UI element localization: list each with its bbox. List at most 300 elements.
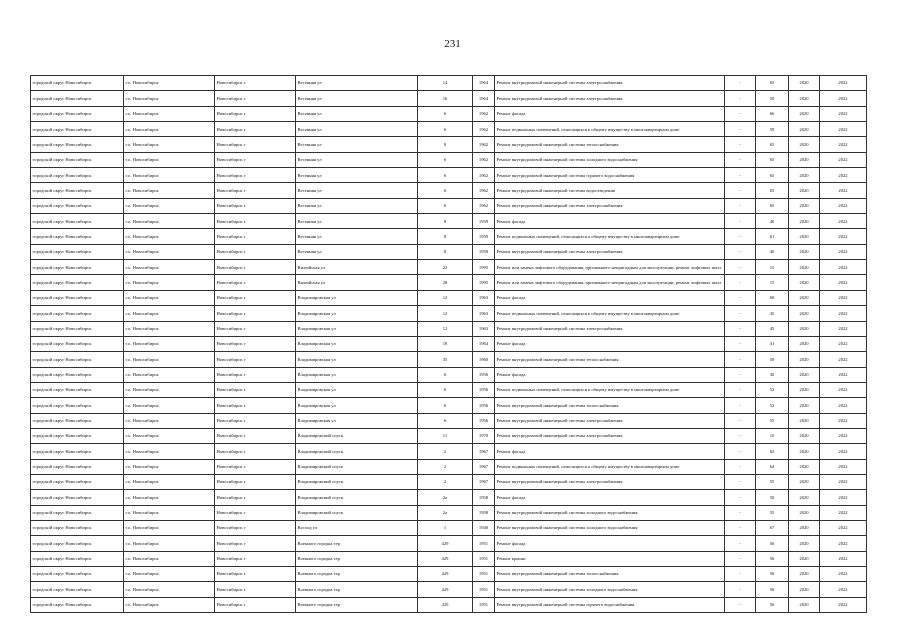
cell-blank-col: - (725, 244, 756, 259)
cell-city: Новосибирск г (215, 76, 296, 91)
cell-year-end: 2022 (820, 551, 867, 566)
cell-blank-col: - (725, 567, 756, 582)
cell-house-number: 18 (418, 336, 473, 351)
cell-municipality: городской округ Новосибирск (31, 275, 124, 290)
cell-work-type: Ремонт фасада (495, 490, 725, 505)
cell-year-built: 1956 (473, 398, 495, 413)
cell-city: Новосибирск г (215, 321, 296, 336)
cell-municipality: городской округ Новосибирск (31, 336, 124, 351)
cell-work-type: Ремонт внутридомовой инженерной системы теплоснабжения (495, 137, 725, 152)
cell-value: 65 (756, 76, 789, 91)
cell-district: г.о. Новосибирск (124, 106, 215, 121)
cell-year-start: 2020 (789, 229, 820, 244)
table-row (31, 229, 867, 244)
cell-value: 40 (756, 214, 789, 229)
cell-value: 65 (756, 198, 789, 213)
cell-work-type: Ремонт внутридомовой инженерной системы горячего водоснабжения (495, 597, 725, 612)
cell-street: Весенняя ул (296, 152, 418, 167)
cell-district: г.о. Новосибирск (124, 536, 215, 551)
cell-year-built: 1995 (473, 275, 495, 290)
cell-year-built: 1964 (473, 76, 495, 91)
cell-street: Вилюйская ул (296, 260, 418, 275)
cell-district: г.о. Новосибирск (124, 321, 215, 336)
cell-municipality: городской округ Новосибирск (31, 152, 124, 167)
cell-house-number: 6 (418, 367, 473, 382)
cell-value: 65 (756, 137, 789, 152)
cell-work-type: Ремонт внутридомовой инженерной системы холодного водоснабжения (495, 520, 725, 535)
table-row (31, 551, 867, 566)
cell-blank-col: - (725, 551, 756, 566)
cell-value: 40 (756, 244, 789, 259)
cell-street: Владимировская ул (296, 398, 418, 413)
cell-year-end: 2022 (820, 306, 867, 321)
cell-value: 30 (756, 367, 789, 382)
cell-municipality: городской округ Новосибирск (31, 582, 124, 597)
cell-year-built: 1964 (473, 91, 495, 106)
cell-street: Военного городка тер (296, 536, 418, 551)
cell-city: Новосибирск г (215, 474, 296, 489)
cell-street: Владимировский спуск (296, 490, 418, 505)
table-row (31, 198, 867, 213)
table-row (31, 567, 867, 582)
cell-year-built: 1967 (473, 444, 495, 459)
cell-municipality: городской округ Новосибирск (31, 520, 124, 535)
cell-street: Военного городка тер (296, 551, 418, 566)
cell-blank-col: - (725, 382, 756, 397)
cell-district: г.о. Новосибирск (124, 352, 215, 367)
cell-blank-col: - (725, 91, 756, 106)
cell-year-end: 2022 (820, 567, 867, 582)
cell-street: Владимировская ул (296, 367, 418, 382)
cell-year-end: 2022 (820, 382, 867, 397)
cell-value: 52 (756, 382, 789, 397)
cell-street: Весенняя ул (296, 198, 418, 213)
cell-work-type: Ремонт фасада (495, 367, 725, 382)
cell-year-built: 1956 (473, 367, 495, 382)
cell-year-start: 2020 (789, 490, 820, 505)
cell-year-built: 1940 (473, 520, 495, 535)
cell-year-start: 2020 (789, 214, 820, 229)
cell-work-type: Ремонт внутридомовой инженерной системы теплоснабжения (495, 352, 725, 367)
cell-work-type: Ремонт крыши (495, 551, 725, 566)
table-row (31, 505, 867, 520)
table-row (31, 367, 867, 382)
cell-blank-col: - (725, 122, 756, 137)
cell-work-type: Ремонт подвальных помещений, относящихся к общему имуществу в многоквартирном доме (495, 229, 725, 244)
table-row (31, 474, 867, 489)
cell-year-start: 2020 (789, 352, 820, 367)
cell-year-end: 2022 (820, 336, 867, 351)
cell-value: 50 (756, 490, 789, 505)
cell-municipality: городской округ Новосибирск (31, 382, 124, 397)
cell-work-type: Ремонт фасада (495, 336, 725, 351)
cell-city: Новосибирск г (215, 152, 296, 167)
cell-house-number: 8 (418, 214, 473, 229)
cell-year-built: 1962 (473, 183, 495, 198)
cell-municipality: городской округ Новосибирск (31, 367, 124, 382)
cell-district: г.о. Новосибирск (124, 428, 215, 443)
cell-year-built: 1951 (473, 582, 495, 597)
cell-street: Весенняя ул (296, 168, 418, 183)
cell-year-built: 1964 (473, 336, 495, 351)
cell-house-number: 22 (418, 260, 473, 275)
cell-year-start: 2020 (789, 413, 820, 428)
cell-work-type: Ремонт или замена лифтового оборудования, признанного непригодным для эксплуатации, ремонт лифтовых шахт (495, 260, 725, 275)
cell-year-start: 2020 (789, 290, 820, 305)
cell-district: г.о. Новосибирск (124, 198, 215, 213)
cell-house-number: 2 (418, 459, 473, 474)
cell-blank-col: - (725, 198, 756, 213)
cell-year-end: 2022 (820, 91, 867, 106)
cell-city: Новосибирск г (215, 352, 296, 367)
cell-year-end: 2022 (820, 428, 867, 443)
cell-year-start: 2020 (789, 76, 820, 91)
table-row (31, 244, 867, 259)
table-row (31, 321, 867, 336)
cell-value: 45 (756, 321, 789, 336)
cell-blank-col: - (725, 137, 756, 152)
cell-year-start: 2020 (789, 321, 820, 336)
cell-year-start: 2020 (789, 398, 820, 413)
cell-house-number: 8 (418, 229, 473, 244)
cell-work-type: Ремонт подвальных помещений, относящихся к общему имуществу в многоквартирном доме (495, 459, 725, 474)
cell-district: г.о. Новосибирск (124, 152, 215, 167)
cell-value: 67 (756, 520, 789, 535)
cell-year-start: 2020 (789, 122, 820, 137)
cell-value: 41 (756, 336, 789, 351)
cell-house-number: 8 (418, 137, 473, 152)
cell-city: Новосибирск г (215, 336, 296, 351)
cell-work-type: Ремонт внутридомовой инженерной системы электроснабжения (495, 76, 725, 91)
cell-work-type: Ремонт фасада (495, 536, 725, 551)
cell-year-start: 2020 (789, 168, 820, 183)
cell-work-type: Ремонт внутридомовой инженерной системы горячего водоснабжения (495, 168, 725, 183)
cell-city: Новосибирск г (215, 536, 296, 551)
cell-work-type: Ремонт внутридомовой инженерной системы электроснабжения (495, 474, 725, 489)
cell-year-end: 2022 (820, 122, 867, 137)
cell-year-built: 1963 (473, 290, 495, 305)
cell-house-number: 16 (418, 91, 473, 106)
cell-year-start: 2020 (789, 183, 820, 198)
cell-house-number: 1 (418, 520, 473, 535)
cell-street: Весенняя ул (296, 137, 418, 152)
cell-year-end: 2022 (820, 459, 867, 474)
table-row (31, 597, 867, 612)
cell-year-end: 2022 (820, 352, 867, 367)
cell-municipality: городской округ Новосибирск (31, 198, 124, 213)
cell-street: Владимировская ул (296, 382, 418, 397)
cell-district: г.о. Новосибирск (124, 336, 215, 351)
table-row (31, 582, 867, 597)
table-row (31, 152, 867, 167)
cell-city: Новосибирск г (215, 459, 296, 474)
cell-district: г.о. Новосибирск (124, 137, 215, 152)
cell-work-type: Ремонт подвальных помещений, относящихся к общему имуществу в многоквартирном доме (495, 382, 725, 397)
table-row (31, 428, 867, 443)
cell-house-number: 11 (418, 428, 473, 443)
cell-municipality: городской округ Новосибирск (31, 551, 124, 566)
cell-year-built: 1962 (473, 198, 495, 213)
capital-repair-table (30, 75, 867, 613)
cell-city: Новосибирск г (215, 122, 296, 137)
cell-year-end: 2022 (820, 413, 867, 428)
cell-year-end: 2022 (820, 152, 867, 167)
cell-year-start: 2020 (789, 444, 820, 459)
cell-house-number: 429 (418, 582, 473, 597)
cell-municipality: городской округ Новосибирск (31, 122, 124, 137)
cell-street: Военного городка тер (296, 567, 418, 582)
cell-house-number: 12 (418, 321, 473, 336)
cell-year-start: 2020 (789, 428, 820, 443)
table-row (31, 91, 867, 106)
cell-municipality: городской округ Новосибирск (31, 597, 124, 612)
cell-work-type: Ремонт внутридомовой инженерной системы водоотведения (495, 183, 725, 198)
cell-year-built: 1959 (473, 244, 495, 259)
cell-municipality: городской округ Новосибирск (31, 244, 124, 259)
cell-house-number: 2а (418, 490, 473, 505)
cell-value: 56 (756, 567, 789, 582)
cell-value: 59 (756, 122, 789, 137)
cell-blank-col: - (725, 428, 756, 443)
table-row (31, 306, 867, 321)
cell-blank-col: - (725, 520, 756, 535)
cell-year-end: 2022 (820, 321, 867, 336)
cell-city: Новосибирск г (215, 183, 296, 198)
cell-street: Весенняя ул (296, 214, 418, 229)
table-row (31, 106, 867, 121)
cell-street: Военного городка тер (296, 597, 418, 612)
cell-year-start: 2020 (789, 152, 820, 167)
cell-house-number: 8 (418, 244, 473, 259)
cell-year-built: 1962 (473, 152, 495, 167)
cell-district: г.о. Новосибирск (124, 444, 215, 459)
cell-district: г.о. Новосибирск (124, 260, 215, 275)
cell-year-start: 2020 (789, 567, 820, 582)
cell-blank-col: - (725, 260, 756, 275)
cell-value: 56 (756, 551, 789, 566)
cell-blank-col: - (725, 459, 756, 474)
cell-year-start: 2020 (789, 244, 820, 259)
cell-street: Владимировская ул (296, 336, 418, 351)
cell-district: г.о. Новосибирск (124, 551, 215, 566)
table-row (31, 290, 867, 305)
cell-year-built: 1951 (473, 597, 495, 612)
cell-work-type: Ремонт фасада (495, 290, 725, 305)
cell-year-built: 1995 (473, 260, 495, 275)
cell-value: 60 (756, 290, 789, 305)
cell-year-built: 1962 (473, 122, 495, 137)
cell-street: Владимировская ул (296, 306, 418, 321)
cell-year-built: 1962 (473, 106, 495, 121)
cell-district: г.о. Новосибирск (124, 597, 215, 612)
cell-district: г.о. Новосибирск (124, 382, 215, 397)
cell-city: Новосибирск г (215, 91, 296, 106)
cell-year-built: 1956 (473, 382, 495, 397)
cell-blank-col: - (725, 76, 756, 91)
cell-district: г.о. Новосибирск (124, 459, 215, 474)
cell-municipality: городской округ Новосибирск (31, 474, 124, 489)
cell-value: 10 (756, 428, 789, 443)
cell-city: Новосибирск г (215, 490, 296, 505)
cell-city: Новосибирск г (215, 229, 296, 244)
cell-year-start: 2020 (789, 91, 820, 106)
cell-work-type: Ремонт внутридомовой инженерной системы электроснабжения (495, 91, 725, 106)
cell-city: Новосибирск г (215, 244, 296, 259)
cell-blank-col: - (725, 336, 756, 351)
table-row (31, 382, 867, 397)
cell-value: 65 (756, 183, 789, 198)
cell-year-start: 2020 (789, 382, 820, 397)
cell-year-start: 2020 (789, 336, 820, 351)
cell-work-type: Ремонт фасада (495, 106, 725, 121)
cell-blank-col: - (725, 275, 756, 290)
table-row (31, 398, 867, 413)
cell-house-number: 2а (418, 505, 473, 520)
cell-municipality: городской округ Новосибирск (31, 229, 124, 244)
cell-value: 65 (756, 168, 789, 183)
cell-house-number: 6 (418, 152, 473, 167)
cell-house-number: 28 (418, 275, 473, 290)
cell-work-type: Ремонт внутридомовой инженерной системы теплоснабжения (495, 398, 725, 413)
cell-year-start: 2020 (789, 106, 820, 121)
table-row (31, 275, 867, 290)
table-row (31, 137, 867, 152)
cell-year-start: 2020 (789, 306, 820, 321)
cell-blank-col: - (725, 367, 756, 382)
cell-district: г.о. Новосибирск (124, 398, 215, 413)
cell-district: г.о. Новосибирск (124, 168, 215, 183)
cell-year-start: 2020 (789, 137, 820, 152)
cell-value: 61 (756, 229, 789, 244)
cell-blank-col: - (725, 398, 756, 413)
cell-blank-col: - (725, 413, 756, 428)
cell-city: Новосибирск г (215, 260, 296, 275)
cell-value: 65 (756, 444, 789, 459)
cell-city: Новосибирск г (215, 382, 296, 397)
cell-district: г.о. Новосибирск (124, 582, 215, 597)
cell-year-end: 2022 (820, 106, 867, 121)
cell-street: Весенняя ул (296, 229, 418, 244)
cell-blank-col: - (725, 444, 756, 459)
cell-house-number: 6 (418, 183, 473, 198)
cell-street: Владимировская ул (296, 413, 418, 428)
cell-city: Новосибирск г (215, 428, 296, 443)
cell-district: г.о. Новосибирск (124, 183, 215, 198)
cell-work-type: Ремонт внутридомовой инженерной системы электроснабжения (495, 413, 725, 428)
cell-year-end: 2022 (820, 229, 867, 244)
cell-house-number: 35 (418, 352, 473, 367)
cell-district: г.о. Новосибирск (124, 567, 215, 582)
cell-street: Весенняя ул (296, 76, 418, 91)
cell-street: Весенняя ул (296, 106, 418, 121)
cell-year-built: 1951 (473, 551, 495, 566)
cell-year-built: 1967 (473, 474, 495, 489)
cell-municipality: городской округ Новосибирск (31, 321, 124, 336)
cell-value: 50 (756, 91, 789, 106)
cell-value: 56 (756, 582, 789, 597)
cell-blank-col: - (725, 183, 756, 198)
cell-street: Владимировская ул (296, 352, 418, 367)
cell-year-built: 1958 (473, 505, 495, 520)
table-row (31, 260, 867, 275)
cell-year-start: 2020 (789, 459, 820, 474)
cell-year-built: 1967 (473, 459, 495, 474)
cell-municipality: городской округ Новосибирск (31, 459, 124, 474)
cell-year-start: 2020 (789, 260, 820, 275)
cell-work-type: Ремонт внутридомовой инженерной системы электроснабжения (495, 198, 725, 213)
cell-street: Весенняя ул (296, 91, 418, 106)
table-row (31, 76, 867, 91)
cell-year-start: 2020 (789, 275, 820, 290)
cell-district: г.о. Новосибирск (124, 490, 215, 505)
cell-year-built: 1951 (473, 536, 495, 551)
cell-municipality: городской округ Новосибирск (31, 398, 124, 413)
cell-year-built: 1963 (473, 306, 495, 321)
cell-blank-col: - (725, 168, 756, 183)
cell-municipality: городской округ Новосибирск (31, 490, 124, 505)
cell-district: г.о. Новосибирск (124, 474, 215, 489)
cell-blank-col: - (725, 106, 756, 121)
cell-year-start: 2020 (789, 367, 820, 382)
cell-city: Новосибирск г (215, 275, 296, 290)
cell-street: Весенняя ул (296, 183, 418, 198)
cell-street: Владимировский спуск (296, 474, 418, 489)
cell-year-end: 2022 (820, 520, 867, 535)
cell-house-number: 429 (418, 597, 473, 612)
cell-year-end: 2022 (820, 214, 867, 229)
cell-house-number: 2 (418, 474, 473, 489)
cell-city: Новосибирск г (215, 367, 296, 382)
cell-house-number: 429 (418, 567, 473, 582)
cell-year-start: 2020 (789, 198, 820, 213)
cell-street: Весенняя ул (296, 122, 418, 137)
table-body (31, 76, 867, 613)
cell-street: Владимировская ул (296, 321, 418, 336)
cell-value: 45 (756, 306, 789, 321)
cell-year-start: 2020 (789, 505, 820, 520)
cell-work-type: Ремонт подвальных помещений, относящихся к общему имуществу в многоквартирном доме (495, 122, 725, 137)
cell-year-end: 2022 (820, 260, 867, 275)
cell-value: 50 (756, 352, 789, 367)
cell-year-end: 2022 (820, 582, 867, 597)
cell-municipality: городской округ Новосибирск (31, 168, 124, 183)
cell-work-type: Ремонт внутридомовой инженерной системы холодного водоснабжения (495, 582, 725, 597)
cell-municipality: городской округ Новосибирск (31, 505, 124, 520)
cell-municipality: городской округ Новосибирск (31, 352, 124, 367)
cell-city: Новосибирск г (215, 290, 296, 305)
cell-year-end: 2022 (820, 490, 867, 505)
table-row (31, 336, 867, 351)
cell-municipality: городской округ Новосибирск (31, 413, 124, 428)
cell-blank-col: - (725, 290, 756, 305)
cell-year-start: 2020 (789, 551, 820, 566)
cell-city: Новосибирск г (215, 306, 296, 321)
cell-work-type: Ремонт внутридомовой инженерной системы электроснабжения (495, 244, 725, 259)
cell-district: г.о. Новосибирск (124, 76, 215, 91)
cell-street: Владимировский спуск (296, 505, 418, 520)
cell-value: 15 (756, 260, 789, 275)
cell-year-built: 1956 (473, 413, 495, 428)
cell-blank-col: - (725, 306, 756, 321)
cell-blank-col: - (725, 536, 756, 551)
cell-work-type: Ремонт внутридомовой инженерной системы электроснабжения (495, 428, 725, 443)
cell-year-end: 2022 (820, 536, 867, 551)
cell-district: г.о. Новосибирск (124, 229, 215, 244)
cell-blank-col: - (725, 490, 756, 505)
cell-city: Новосибирск г (215, 551, 296, 566)
cell-street: Весенняя ул (296, 244, 418, 259)
cell-street: Владимировский спуск (296, 444, 418, 459)
